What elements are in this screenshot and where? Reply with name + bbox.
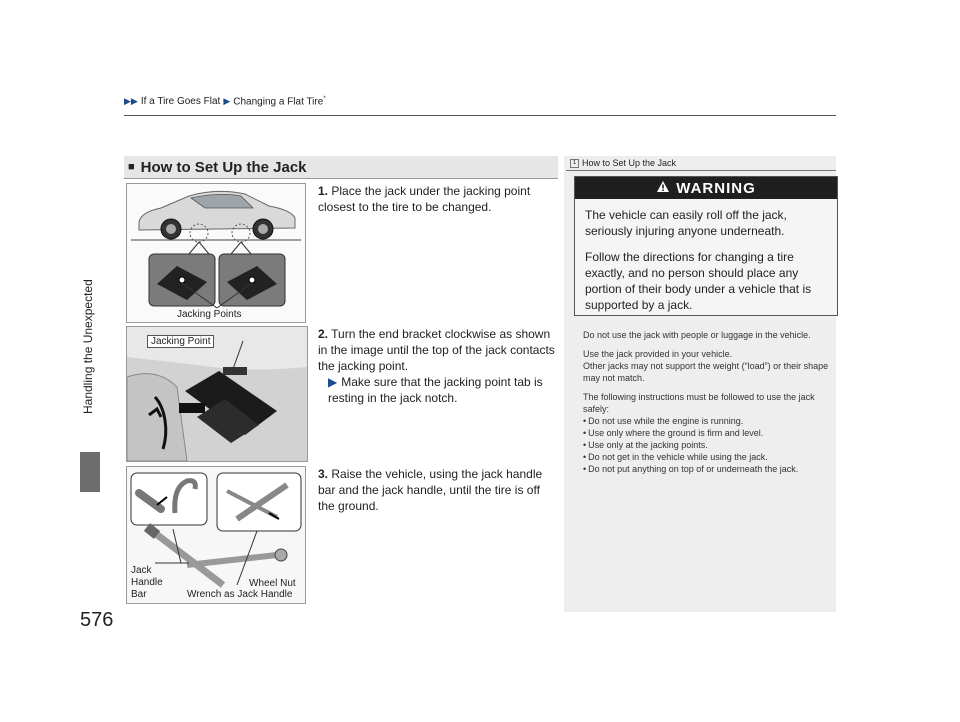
notes-text: Do not use the jack with people or luggage in the vehicle. Use the jack provided in your vehicle. Other jacks may not support the weight (“load”) or their shape may not match. The following instructions must be followed to use the jack safely: • Do not use while the engine is running. • Use only where the ground is firm and level. • Use only at the jacking points. • Do not get in the vehicle while using the jack. • Do not put anything on top of or underneath the jack. — [583, 330, 829, 474]
arrow-right-icon: ▶ — [328, 375, 338, 389]
warning-triangle-icon — [656, 180, 670, 197]
header-rule — [124, 115, 836, 116]
note-heading: 1 How to Set Up the Jack — [570, 158, 676, 168]
note-rule — [566, 170, 836, 171]
list-item: • Do not get in the vehicle while using the jack. — [583, 452, 768, 462]
step-2: 2. Turn the end bracket clockwise as shown in the image until the top of the jack contacts the jacking point. ▶ Make sure that the jacking point tab is resting in the jack notch. — [318, 326, 558, 406]
figure-label: Jacking Points — [177, 309, 242, 320]
square-icon: ■ — [128, 161, 135, 173]
warning-header: WARNING — [575, 177, 837, 199]
chapter-tab-marker — [80, 452, 100, 492]
figure-jack-placement — [126, 326, 308, 462]
step-1: 1. Place the jack under the jacking point closest to the tire to be changed. — [318, 184, 531, 214]
car-jacking-points-illustration — [127, 184, 305, 322]
step-2-substep: ▶ Make sure that the jacking point tab is resting in the jack notch. — [328, 375, 543, 405]
figure-jacking-points — [126, 183, 306, 323]
chapter-sidebar-label: Handling the Unexpected — [81, 279, 95, 414]
figure-jack-handle — [126, 466, 306, 604]
figure-label: Wheel Nut — [249, 578, 296, 589]
section-heading: ■ How to Set Up the Jack — [124, 156, 558, 179]
step-3: 3. Raise the vehicle, using the jack handle bar and the jack handle, until the tire is off the ground. — [318, 467, 543, 513]
page-number: 576 — [80, 609, 114, 631]
figure-label: Jack Handle Bar — [131, 565, 163, 600]
arrow-right-icon: ▶ — [223, 96, 231, 107]
figure-label: Wrench as Jack Handle — [187, 589, 293, 600]
warning-box — [574, 176, 838, 316]
warning-text: The vehicle can easily roll off the jack, seriously injuring anyone underneath. Follow the directions for changing a tire exactly, and no person should place any portion of their body under a vehicle that is supported by a jack. — [585, 208, 812, 312]
figure-label: Jacking Point — [147, 335, 214, 348]
breadcrumb-item[interactable]: Changing a Flat Tire* — [233, 96, 326, 108]
list-item: • Use only where the ground is firm and level. — [583, 428, 764, 438]
list-item: • Do not use while the engine is running. — [583, 416, 744, 426]
safety-list — [583, 415, 829, 475]
breadcrumb-item[interactable]: If a Tire Goes Flat — [140, 96, 221, 108]
note-number-badge: 1 — [570, 159, 579, 168]
list-item: • Use only at the jacking points. — [583, 440, 708, 450]
arrow-right-icon: ▶▶ — [124, 96, 138, 107]
breadcrumb — [124, 96, 326, 107]
list-item: • Do not put anything on top of or underneath the jack. — [583, 464, 799, 474]
